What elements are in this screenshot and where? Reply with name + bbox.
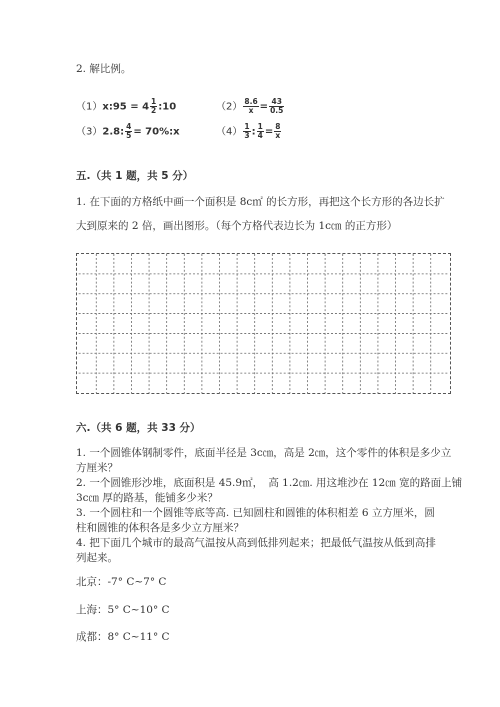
- section5-line-1: 1. 在下面的方格纸中画一个面积是 8c㎡ 的长方形，再把这个长方形的各边长扩: [76, 196, 445, 208]
- eq4-colon: :: [251, 126, 256, 138]
- eq1-frac-den: 2: [151, 106, 157, 115]
- eq4-frac3-num: 8: [275, 122, 281, 131]
- eq4-frac2-num: 1: [257, 122, 263, 131]
- eq4-fraction-1: [243, 123, 250, 140]
- eq2-frac2-den: 0.5: [270, 106, 284, 115]
- eq4-fraction-3: [274, 123, 281, 140]
- eq3-frac-num: 4: [126, 122, 132, 131]
- section6-line-1: 1. 一个圆锥体钢制零件，底面半径是 3c㎝，高是 2㎝，这个零件的体积是多少立: [76, 447, 452, 459]
- eq2-equals: =: [259, 101, 269, 113]
- section6-line-5: 3. 一个圆柱和一个圆锥等底等高. 已知圆柱和圆锥的体积相差 6 立方厘米，圆: [76, 507, 435, 519]
- eq2-frac2-num: 43: [269, 98, 284, 107]
- eq2-fraction-1: [243, 98, 258, 115]
- eq3-rhs: = 70%:x: [133, 126, 180, 138]
- eq2-frac1-den: x: [248, 106, 254, 115]
- eq2-fraction-2: [269, 98, 284, 115]
- eq2-label: （2）: [216, 101, 243, 113]
- section6-line-2: 方厘米？: [76, 462, 118, 474]
- eq4-equals: =: [264, 126, 274, 138]
- eq4-frac1-den: 3: [244, 131, 250, 140]
- eq1-frac-num: 1: [151, 97, 157, 106]
- q2-title: 2. 解比例。: [76, 63, 132, 75]
- eq4-fraction-2: [257, 123, 264, 140]
- section6-line-8: 列起来。: [76, 552, 118, 564]
- eq4-frac2-den: 4: [257, 131, 263, 140]
- eq3-label: （3）: [76, 126, 103, 138]
- city-shanghai: 上海：5° C~10° C: [76, 604, 170, 616]
- eq3-fraction: [125, 123, 132, 140]
- eq4-frac1-num: 1: [244, 122, 250, 131]
- section6-heading: 六.（共 6 题，共 33 分）: [76, 422, 201, 434]
- eq4-frac3-den: x: [275, 131, 281, 140]
- equation-4: [216, 123, 282, 140]
- section5-line-2: 大到原来的 2 倍，画出图形。（每个方格代表边长为 1c㎝ 的正方形）: [76, 220, 398, 232]
- eq3-frac-den: 5: [126, 131, 132, 140]
- section6-line-6: 柱和圆锥的体积各是多少立方厘米？: [76, 522, 244, 534]
- section5-heading: 五.（共 1 题，共 5 分）: [76, 170, 194, 182]
- eq1-fraction: [150, 98, 157, 115]
- eq1-lhs: x:95 = 4: [102, 101, 150, 113]
- section6-line-3: 2. 一个圆锥形沙堆，底面积是 45.9㎡， 高 1.2㎝. 用这堆沙在 12㎝ 宽的路面上铺: [76, 477, 463, 489]
- eq1-rhs: :10: [158, 101, 177, 113]
- square-grid-paper[interactable]: [76, 253, 451, 394]
- section6-line-7: 4. 把下面几个城市的最高气温按从高到低排列起来；把最低气温按从低到高排: [76, 537, 436, 549]
- equation-3: [76, 123, 180, 140]
- eq4-label: （4）: [216, 126, 243, 138]
- city-chengdu: 成都：8° C~11° C: [76, 631, 170, 643]
- section6-line-4: 3c㎝ 厚的路基，能铺多少米？: [76, 492, 218, 504]
- equation-2: [216, 98, 285, 115]
- eq2-frac1-num: 8.6: [244, 97, 258, 106]
- city-beijing: 北京：-7° C~7° C: [76, 576, 167, 588]
- eq3-lhs: 2.8:: [102, 126, 125, 138]
- equation-1: [76, 98, 176, 115]
- eq1-label: （1）: [76, 101, 103, 113]
